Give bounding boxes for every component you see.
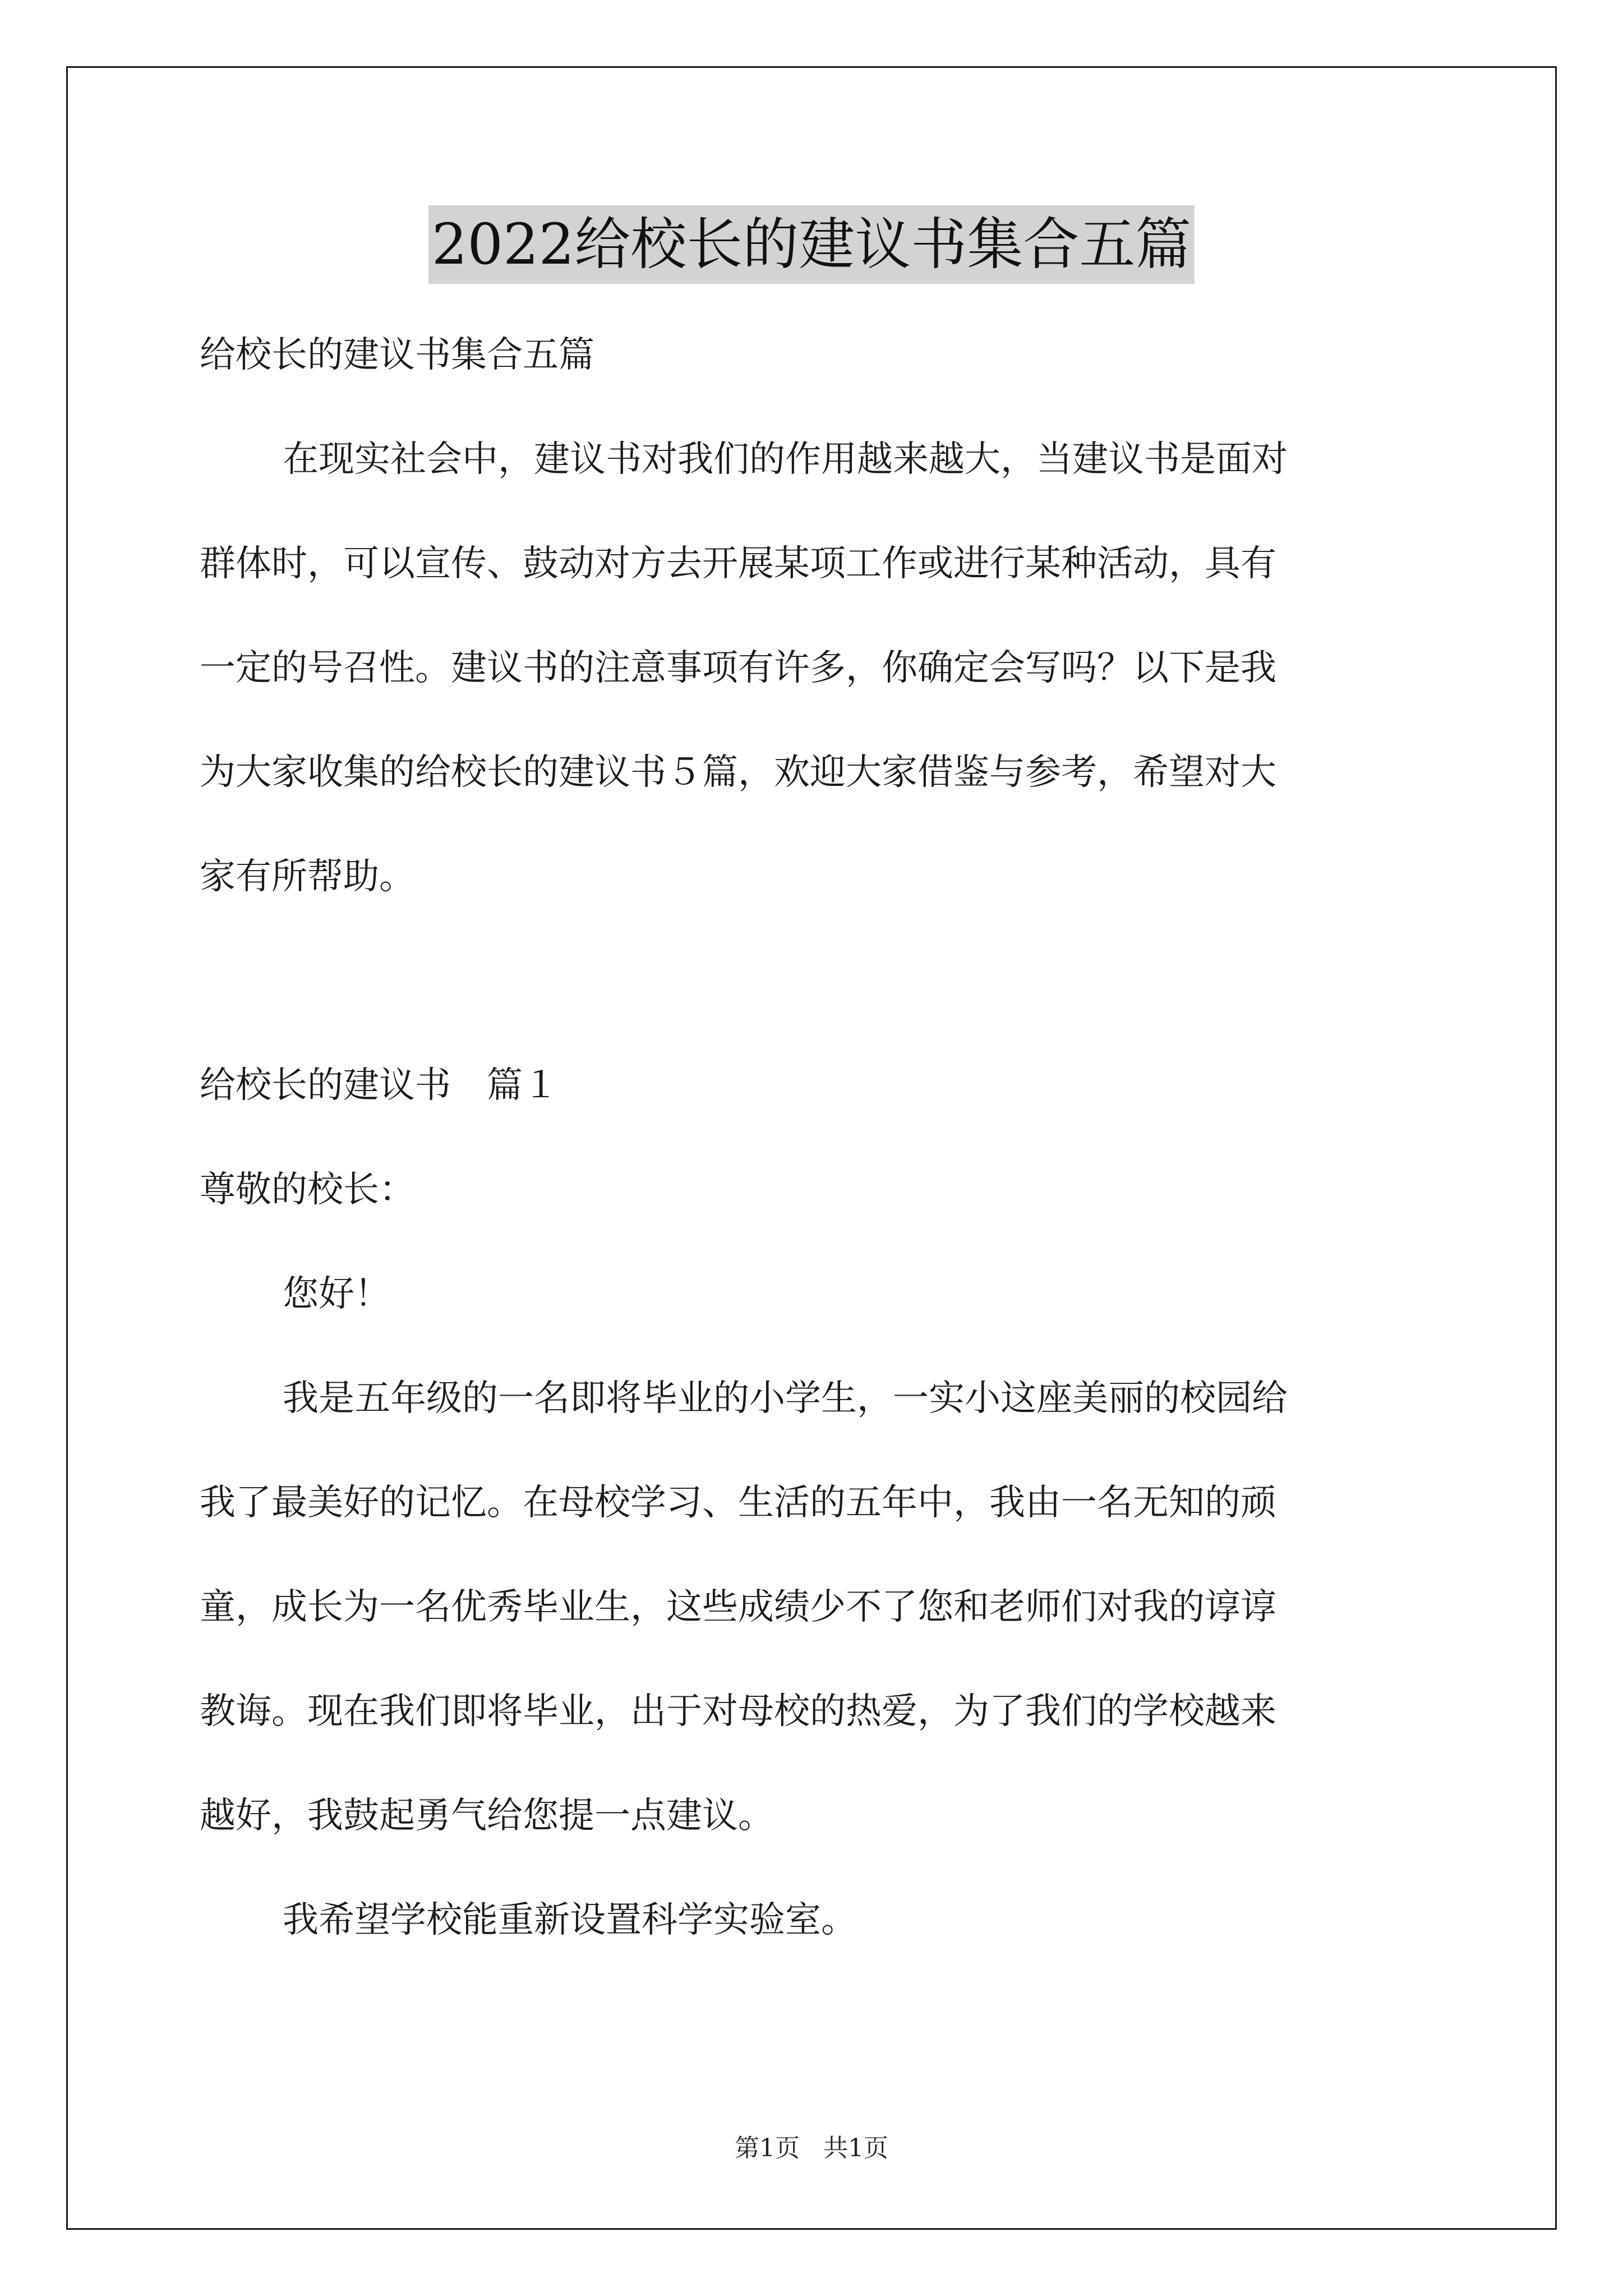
paragraph-line: 群体时，可以宣传、鼓动对方去开展某项工作或进行某种活动，具有	[200, 543, 1276, 585]
title-container	[0, 205, 1623, 284]
paragraph-line: 为大家收集的给校长的建议书５篇，欢迎大家借鉴与参考，希望对大	[200, 752, 1276, 793]
paragraph-line: 家有所帮助。	[200, 856, 415, 898]
page-footer	[0, 2132, 1623, 2165]
blank-line	[200, 929, 1433, 1033]
paragraph-line: 越好，我鼓起勇气给您提一点建议。	[200, 1795, 774, 1837]
heading-line: 给校长的建议书集合五篇	[200, 334, 594, 376]
paragraph-line: 我是五年级的一名即将毕业的小学生，一实小这座美丽的校园给	[283, 1378, 1288, 1419]
document-body	[200, 303, 1433, 1972]
paragraph-line: 我希望学校能重新设置科学实验室。	[283, 1899, 857, 1941]
salutation: 尊敬的校长：	[200, 1169, 415, 1211]
section-heading: 给校长的建议书 篇１	[200, 1065, 559, 1106]
greeting: 您好！	[283, 1273, 390, 1315]
paragraph-line: 在现实社会中，建议书对我们的作用越来越大，当建议书是面对	[283, 439, 1288, 480]
paragraph-line: 我了最美好的记忆。在母校学习、生活的五年中，我由一名无知的顽	[200, 1482, 1276, 1524]
document-title: 2022给校长的建议书集合五篇	[428, 205, 1195, 284]
paragraph-line: 教诲。现在我们即将毕业，出于对母校的热爱，为了我们的学校越来	[200, 1691, 1276, 1732]
paragraph-line: 一定的号召性。建议书的注意事项有许多，你确定会写吗？以下是我	[200, 647, 1276, 689]
paragraph-line: 童，成长为一名优秀毕业生，这些成绩少不了您和老师们对我的谆谆	[200, 1586, 1276, 1628]
page-number: 第1页	[735, 2134, 800, 2162]
page-total: 共1页	[823, 2134, 888, 2162]
